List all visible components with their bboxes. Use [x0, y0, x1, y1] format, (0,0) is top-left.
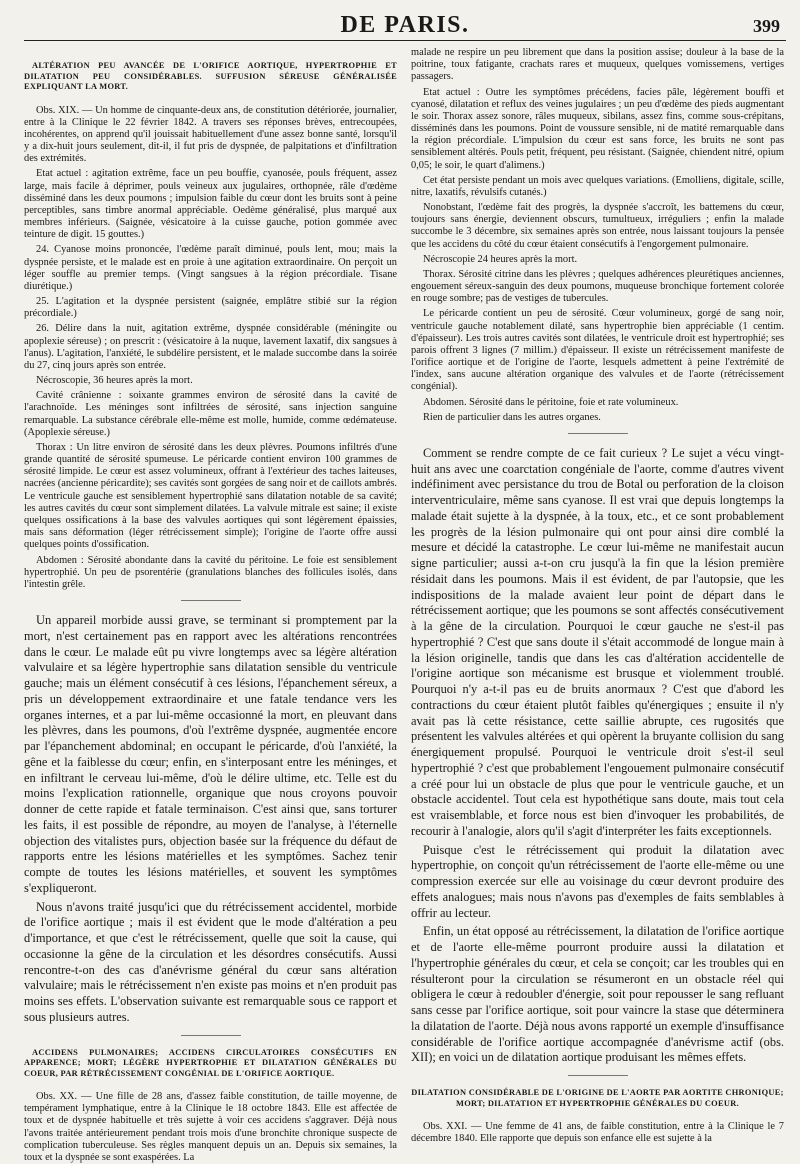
paragraph: Rien de particulier dans les autres organes.	[423, 411, 601, 423]
paragraph: Obs. XIX. — Un homme de cinquante-deux ans, de constitution détériorée, journalier, entre à la Clinique le 22 février 1842. A travers ses réponses brèves, entrecoupées, incohérentes, on apprend qu'il jouissait habituellement d'une assez bonne santé, lorsqu'il y a dix-huit jours seulement, dit-il, il fut pris de dyspnée, de palpitations et d'infiltration des extrémités.	[24, 104, 397, 165]
page-header	[24, 0, 786, 41]
paragraph: Thorax : Un litre environ de sérosité dans les deux plèvres. Poumons infiltrés d'une grande quantité de sérosité spumeuse. Le péricarde contient environ 100 grammes de sérosité limpide. Le cœur est assez volumineux, offrant à l'extérieur des taches laiteuses, nacrées (ancienne péricardite); ses cavités sont gorgées de sang noir et de caillots ambrés. Le ventricule gauche est sensiblement hypertrophié sans dilatation notable de sa cavité; les autres cavités du cœur sont simplement dilatées. La valvule mitrale est saine; il existe quelques ossifications à la base des valvules aortiques qui sont légèrement épaissies, mais sans déformation (léger rétrécissement simple); l'origine de l'aorte offre aussi quelques points d'ossification.	[24, 441, 397, 551]
divider	[181, 600, 241, 601]
commentary-block	[24, 613, 397, 1026]
text-columns	[24, 47, 786, 1163]
paragraph: Nécroscopie, 36 heures après la mort.	[36, 375, 193, 387]
paragraph: 25. L'agitation et la dyspnée persistent (saignée, emplâtre stibié sur la région précordiale.)	[24, 296, 397, 320]
paragraph: Cavité crânienne : soixante grammes environ de sérosité dans la cavité de l'arachnoïde. Les méninges sont infiltrées de sérosité, sans injection sanguine remarquable. La substance cérébrale elle-même est molle, humide, comme œdémateuse. (Apoplexie séreuse.)	[24, 390, 397, 438]
paragraph: 24. Cyanose moins prononcée, l'œdème paraît diminué, pouls lent, mou; mais la dyspnée persiste, et le malade est en proie à une agitation extraordinaire. On perçoit un léger souffle au premier temps. (Vingt sangsues à la région précordiale. Tisane diurétique.)	[24, 244, 397, 292]
paragraph: Abdomen. Sérosité dans le péritoine, foie et rate volumineux.	[423, 396, 679, 408]
paragraph: Etat actuel : Outre les symptômes précédens, facies pâle, légèrement bouffi et cyanosé, dilatation et reflux des veines jugulaires ; un peu d'œdème des pieds augmentant le soir. Thorax assez sonore, râles muqueux, sibilans, assez fins, comme sous-crépitans, disséminés dans les poumons. Point de voussure sensible, ni de matité remarquable dans la région précordiale. L'impulsion du cœur est sans force, les bruits ne sont pas sensiblement altérés. Pouls petit, fréquent, peu résistant. (Saignée, chiendent nitré, opium 0,05; le soir, le quart d'alimens.)	[411, 86, 784, 171]
section-heading: ACCIDENS PULMONAIRES; ACCIDENS CIRCULATOIRES CONSÉCUTIFS EN APPARENCE; MORT; LÉGÈRE HYPERTROPHIE ET DILATATION GÉNÉRALES DU COEUR, PAR RÉTRÉCISSEMENT CONGÉNIAL DE L'ORIFICE AORTIQUE.	[24, 1047, 397, 1078]
page-number: 399	[753, 16, 780, 36]
left-column	[24, 59, 397, 1163]
commentary-block	[411, 446, 784, 1066]
paragraph: Nous n'avons traité jusqu'ici que du rétrécissement accidentel, morbide de l'orifice aortique ; mais il est évident que le mode d'altération a peu d'importance, et que c'est le rétrécissement, quelle que soit la cause, qui occasionne la gêne de la circulation et les désordres consécutifs. Aussi rencontre-t-on des cas d'anévrisme général du cœur sans altération valvulaire; mais le rétrécissement n'en existe pas moins et n'en produit pas moins ses effets. L'observation suivante est remarquable sous ce rapport et sous plusieurs autres.	[24, 899, 397, 1024]
section-heading: DILATATION CONSIDÉRABLE DE L'ORIGINE DE L'AORTE PAR AORTITE CHRONIQUE; MORT; DILATATION ET HYPERTROPHIE GÉNÉRALES DU COEUR.	[411, 1088, 784, 1108]
paragraph: Un appareil morbide aussi grave, se terminant si promptement par la mort, n'est certainement pas en rapport avec les altérations rencontrées dans le cœur. Le malade eût pu vivre longtemps avec sa légère altération valvulaire et sa légère hypertrophie sans dilatation sensible du ventricule gauche; mais un élément consécutif à ces lésions, l'épanchement séreux, a pris un développement extraordinaire et une fatale tendance vers les organes internes, et a par lui-même occasionné la mort, en pleuvant dans les plèvres, dans les poumons, d'où l'extrême dyspnée, augmentée encore par l'épanchement abdominal; en occupant le péricarde, d'où l'anxiété, la gêne et la faiblesse du cœur; enfin, en s'interposant entre les méninges, et en infiltrant le cerveau lui-même, d'où le délire ultime, etc. Telle est du moins l'explication rationnelle, organique que nous croyons pouvoir donner de cette rapide et fatale terminaison. C'est ainsi que, sans torturer les faits, il est possible de répondre, au moyen de l'analyse, à l'éternelle objection des vitalistes purs, objection basée sur la fréquence du défaut de rapports entre les lésions matérielles et les symptômes. Sachez tenir compte de toutes les lésions matérielles, et souvent les symptômes s'expliqueront.	[24, 613, 397, 895]
section-heading: ALTÉRATION PEU AVANCÉE DE L'ORIFICE AORTIQUE, HYPERTROPHIE ET DILATATION PEU CONSIDÉRABLES. SUFFUSION SÉREUSE GÉNÉRALISÉE EXPLIQUANT LA MORT.	[24, 61, 397, 91]
paragraph: Le péricarde contient un peu de sérosité. Cœur volumineux, gorgé de sang noir, ventricule gauche notablement dilaté, sans hypertrophie bien appréciable (1 centim. d'épaisseur). Les trois autres cavités sont dilatées, le ventricule droit est hypertrophié; ses parois offrent 3 lignes (7 millim.) d'épaisseur. Il existe un rétrécissement manifeste de l'orifice aortique et de l'origine de l'aorte, lesquels admettent à peine l'extrémité de l'index, sans aucune altération organique des valvules et de l'aorte (rétrécissement congénial).	[411, 308, 784, 393]
paragraph: Nonobstant, l'œdème fait des progrès, la dyspnée s'accroît, les battemens du cœur, toujours sans énergie, deviennent obscurs, tumultueux, irréguliers ; enfin la malade succombe le 3 décembre, six semaines après son entrée, nous laissant toujours la pensée que les accidens du côté du cœur étaient consécutifs à l'engorgement pulmonaire.	[411, 202, 784, 250]
paragraph: Thorax. Sérosité citrine dans les plèvres ; quelques adhérences pleurétiques anciennes, engouement séreux-sanguin des deux poumons, muqueuse bronchique fortement colorée en rouge sombre; pas de vestiges de tubercules.	[411, 268, 784, 305]
page-title: DE PARIS.	[340, 12, 470, 38]
paragraph: Etat actuel : agitation extrême, face un peu bouffie, cyanosée, pouls fréquent, assez large, mais facile à déprimer, pouls veineux aux jugulaires, orthopnée, râle d'œdème disséminé dans les deux poumons ; impulsion faible du cœur dont les bruits sont à peine perceptibles, sans timbre anormal appréciable. Oedème généralisé, plus marqué aux membres inférieurs. (Saignée, vésicatoire à la cuisse gauche, potion gommée avec teinture de digit. 15 gouttes.)	[24, 168, 397, 241]
paragraph: Enfin, un état opposé au rétrécissement, la dilatation de l'orifice aortique et de l'aorte elle-même pourront produire aussi la dilatation et l'hypertrophie générales du cœur, et cela se conçoit; car les troubles qui en résulteront pour la circulation se résumeront en un obstacle réel qui obligera le cœur à redoubler d'énergie, soit pour repousser le sang refluant sans cesse par l'orifice aortique, soit pour vaincre la stase que déterminera la dilatation de l'aorte. Déjà nous avons rapporté un exemple d'insuffisance considérable de l'orifice aortique accompagnée d'anévrisme actif (obs. XII); en voici un de dilatation aortique produisant les mêmes effets.	[411, 924, 784, 1065]
paragraph: Comment se rendre compte de ce fait curieux ? Le sujet a vécu vingt-huit ans avec une coarctation congéniale de l'aorte, comme d'autres vivent indéfiniment avec persistance du trou de Botal ou perforation de la cloison interventriculaire, même sans cyanose. Il est vrai que depuis longtemps la malade était sujette à la dyspnée, à la toux, etc., et ce sont probablement les progrès de la lésion pulmonaire qui ont pour ainsi dire comblé la mesure et décidé la catastrophe. Le cœur lui-même ne manifestait aucun signe particulier; aussi a-t-on cru jusqu'à la fin que la lésion première résidait dans les poumons. Mais il est évident, de par l'autopsie, que les indispositions de la malade avaient leur point de départ dans le rétrécissement aortique; que les poumons se sont affectés consécutivement à la gêne de la circulation. Pourquoi le cœur gauche ne s'est-il pas hypertrophié ? C'est que sans doute il s'était accommodé de longue main à la lésion originelle, tandis que dans les cas d'altération accidentelle de l'origine aortique son mécanisme est brusque et violemment troublé. Pourquoi n'y a-t-il pas eu de bruits anormaux ? C'est que d'abord les contractions du cœur étaient plutôt faibles qu'énergiques ; ensuite il n'y avait pas là cette résistance, cette saillie abrupte, ces rugosités que présentent les valvules altérées et qui opèrent la bruyante collision du sang énergiquement propulsé. Pourquoi le ventricule droit s'est-il seul hypertrophié ? c'est que probablement l'engouement pulmonaire consécutif a créé pour lui un obstacle de plus que pour le ventricule gauche, et un obstacle accidentel. Tout cela est hypothétique sans doute, mais tout cela est vraisemblable, et force nous est bien d'invoquer les probabilités, de recourir à l'analogie, alors qu'il s'agit d'interpréter les faits exceptionnels.	[411, 445, 784, 838]
paragraph: Abdomen : Sérosité abondante dans la cavité du péritoine. Le foie est sensiblement hypertrophié. Un peu de psorentérie (granulations blanches des follicules isolés, dans l'intestin grêle.	[24, 554, 397, 590]
divider	[568, 1075, 628, 1076]
paragraph: 26. Délire dans la nuit, agitation extrême, dyspnée considérable (méningite ou apoplexie séreuse) ; on prescrit : (vésicatoire à la nuque, lavement laxatif, dix sangsues à l'anus). L'agitation, l'anxiété, le subdélire persistent, et le malade succombe dans la soirée du 27, cinq jours après son entrée.	[24, 323, 397, 371]
right-column	[411, 47, 784, 1145]
paragraph: malade ne respire un peu librement que dans la position assise; douleur à la base de la poitrine, toux fatigante, crachats rares et muqueux, quelques vomissemens, vertiges passagers.	[411, 47, 784, 83]
divider	[181, 1035, 241, 1036]
divider	[568, 433, 628, 434]
paragraph: Nécroscopie 24 heures après la mort.	[423, 253, 578, 265]
paragraph: Cet état persiste pendant un mois avec quelques variations. (Emolliens, digitale, scille, nitre, laxatifs, révulsifs cutanés.)	[411, 174, 784, 198]
paragraph: Puisque c'est le rétrécissement qui produit la dilatation avec hypertrophie, on conçoit qu'un rétrécissement de l'aorte elle-même ou une compression exercée sur elle au voisinage du cœur devront produire des effets analogues; mais nous n'avons pas d'exemples de faits semblables à offrir au lecteur.	[411, 842, 784, 920]
paragraph: Obs. XXI. — Une femme de 41 ans, de faible constitution, entre à la Clinique le 7 décembre 1840. Elle rapporte que depuis son enfance elle est sujette à la	[411, 1121, 784, 1145]
paragraph: Obs. XX. — Une fille de 28 ans, d'assez faible constitution, de taille moyenne, de tempérament lymphatique, entre à la Clinique le 18 octobre 1843. Elle est affectée de toux et de dyspnée habituelle et très sujette à voir ces accidens s'aggraver. Déjà nous l'avons traitée antérieurement pendant trois mois d'une bronchite chronique suspecte de complication tuberculeuse. Ses règles manquent depuis un an. Depuis six semaines, la toux et la dyspnée se sont exaspérées. La	[24, 1091, 397, 1163]
